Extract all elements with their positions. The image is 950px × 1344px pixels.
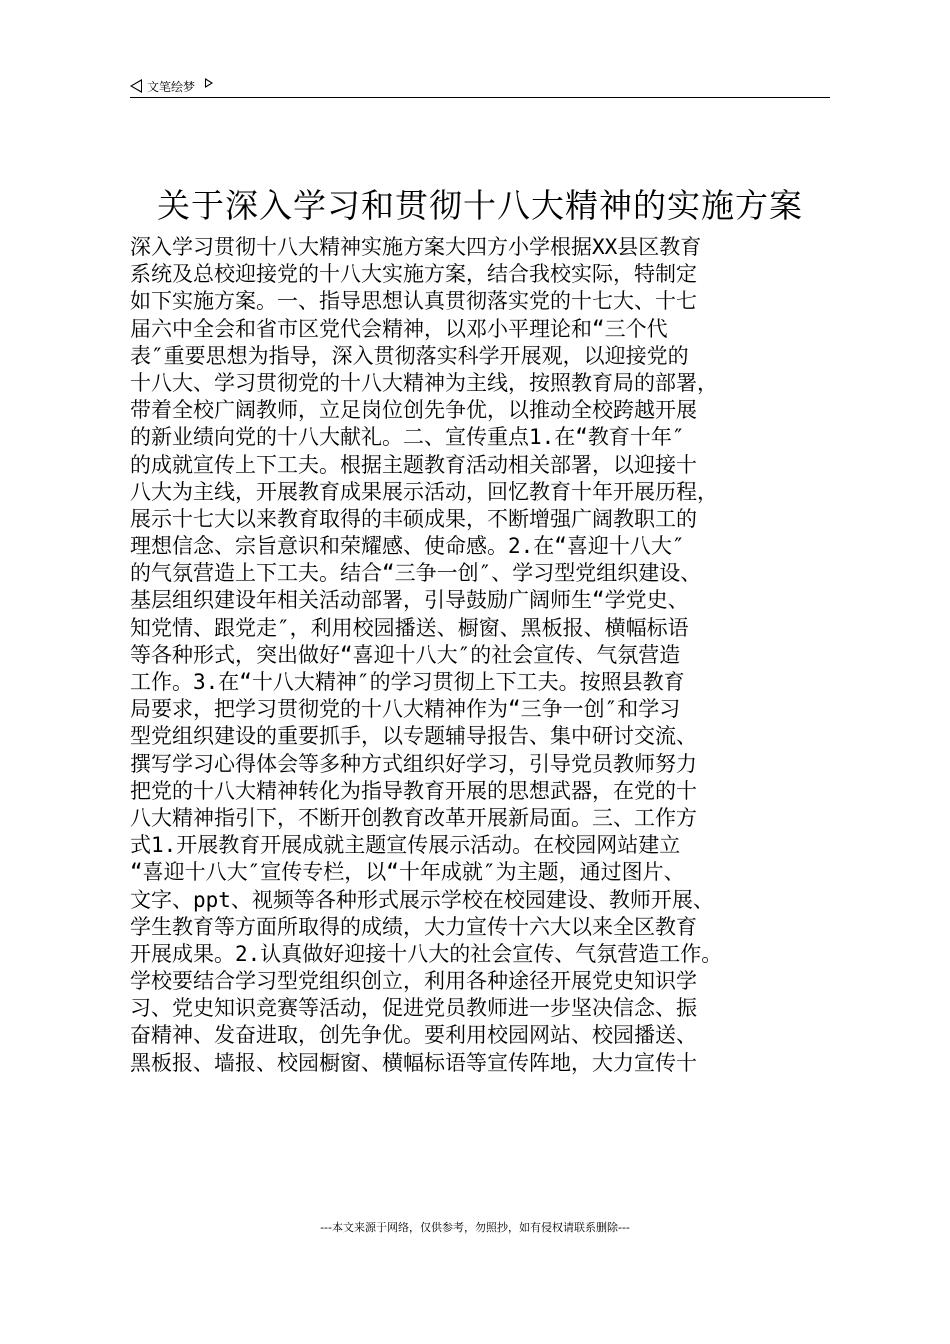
body-text-line: 学校要结合学习型党组织创立，利用各种途径开展党史知识学 [130,969,697,994]
body-text-line: 把党的十八大精神转化为指导教育开展的思想武器，在党的十 [130,778,697,803]
body-text-line: 习、党史知识竞赛等活动，促进党员教师进一步坚决信念、振 [130,996,697,1021]
body-text-line: 理想信念、宗旨意识和荣耀感、使命感。2.在“喜迎十八大″ [130,534,685,559]
body-text-line: 等各种形式，突出做好“喜迎十八大″的社会宣传、气氛营造 [130,642,681,667]
document-title: 关于深入学习和贯彻十八大精神的实施方案 [157,186,803,225]
body-text-line: 工作。3.在“十八大精神″的学习贯彻上下工夫。按照县教育 [130,670,685,694]
body-text-line: 八大精神指引下，不断开创教育改革开展新局面。三、工作方 [130,805,697,830]
body-text-line: “喜迎十八大″宣传专栏，以“十年成就″为主题，通过图片、 [130,860,685,885]
body-text-line: 知党情、跟党走″，利用校园播送、橱窗、黑板报、横幅标语 [130,615,689,640]
body-text-line: 的气氛营造上下工夫。结合“三争一创″、学习型党组织建设、 [130,561,702,586]
body-text-line: 局要求，把学习贯彻党的十八大精神作为“三争一创″和学习 [130,697,681,722]
body-text-line: 式1.开展教育开展成就主题宣传展示活动。在校园网站建立 [130,833,681,858]
body-text-line: 届六中全会和省市区党代会精神，以邓小平理论和“三个代 [130,316,668,341]
body-text-line: 基层组织建设年相关活动部署，引导鼓励广阔师生“学党史、 [130,588,689,613]
triangle-left-icon [130,79,142,93]
body-text-line: 文字、ppt、视频等各种形式展示学校在校园建设、教师开展、 [130,887,714,912]
body-text-line: 型党组织建设的重要抓手，以专题辅导报告、集中研讨交流、 [130,724,697,749]
body-text-line: 黑板报、墙报、校园橱窗、横幅标语等宣传阵地，大力宣传十 [130,1050,697,1075]
page-footer-disclaimer: ---本文来源于网络，仅供参考，勿照抄，如有侵权请联系删除--- [320,1221,630,1234]
triangle-right-icon [205,78,213,88]
body-text-line: 的成就宣传上下工夫。根据主题教育活动相关部署，以迎接十 [130,452,697,477]
header-label: 文笔绘梦 [147,79,196,94]
body-text-line: 八大为主线，开展教育成果展示活动，回忆教育十年开展历程， [130,479,718,504]
body-text-line: 深入学习贯彻十八大精神实施方案大四方小学根据XX县区教育 [130,235,702,259]
body-text-line: 如下实施方案。一、指导思想认真贯彻落实党的十七大、十七 [130,289,697,314]
body-text-line: 展示十七大以来教育取得的丰硕成果，不断增强广阔教职工的 [130,506,697,531]
body-text-line: 学生教育等方面所取得的成绩，大力宣传十六大以来全区教育 [130,914,697,939]
body-text-line: 撰写学习心得体会等多种方式组织好学习，引导党员教师努力 [130,751,697,776]
page-header [130,74,830,98]
body-text-line: 的新业绩向党的十八大献礼。二、宣传重点1.在“教育十年″ [130,425,685,450]
body-text-line: 十八大、学习贯彻党的十八大精神为主线，按照教育局的部署， [130,370,718,395]
header-divider [130,97,830,98]
body-text-line: 带着全校广阔教师，立足岗位创先争优，以推动全校跨越开展 [130,398,697,423]
body-text-line: 开展成果。2.认真做好迎接十八大的社会宣传、气氛营造工作。 [130,941,723,966]
document-body [130,234,830,1077]
body-text-line: 奋精神、发奋进取，创先争优。要利用校园网站、校园播送、 [130,1023,697,1048]
body-text-line: 系统及总校迎接党的十八大实施方案，结合我校实际，特制定 [130,262,697,287]
body-text-line: 表″重要思想为指导，深入贯彻落实科学开展观，以迎接党的 [130,343,689,368]
